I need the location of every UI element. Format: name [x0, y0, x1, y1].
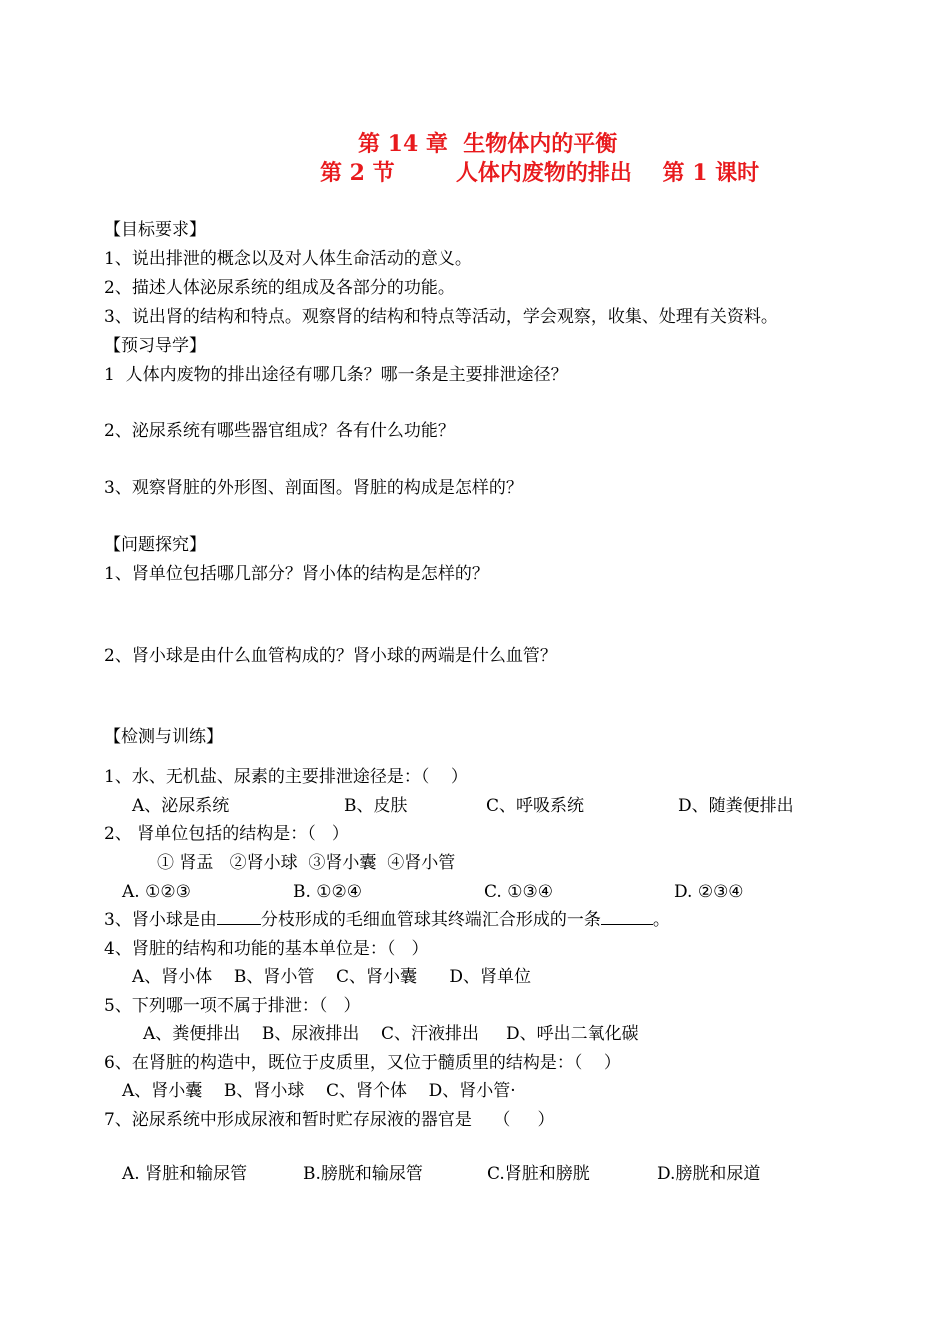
option-d: D. ②③④	[674, 882, 744, 902]
question-3	[104, 909, 670, 931]
question-4: 4、肾脏的结构和功能的基本单位是：（ ）	[104, 939, 429, 959]
goal-item: 3、说出肾的结构和特点。观察肾的结构和特点等活动，学会观察，收集、处理有关资料。	[104, 307, 778, 327]
question-6: 6、在肾脏的构造中，既位于皮质里，又位于髓质里的结构是：（ ）	[104, 1053, 621, 1073]
question-4-options: A、肾小体 B、肾小管 C、肾小囊 D、肾单位	[132, 967, 532, 987]
option-c: C、呼吸系统	[486, 796, 585, 816]
goal-item: 1、说出排泄的概念以及对人体生命活动的意义。	[104, 249, 472, 269]
explore-question: 1、肾单位包括哪几部分？肾小体的结构是怎样的？	[104, 564, 489, 584]
option-c: C. ①③④	[484, 882, 553, 902]
question-5-options: A、粪便排出 B、尿液排出 C、汗液排出 D、呼出二氧化碳	[143, 1024, 639, 1044]
question-2: 2、 肾单位包括的结构是：（ ）	[104, 824, 349, 844]
question-6-options: A、肾小囊 B、肾小球 C、肾个体 D、肾小管·	[122, 1081, 516, 1101]
option-b: B、皮肤	[344, 796, 408, 816]
preview-question: 2、泌尿系统有哪些器官组成？各有什么功能？	[104, 421, 455, 441]
test-heading: 【检测与训练】	[104, 727, 223, 747]
answer-blank[interactable]	[217, 910, 261, 925]
question-1: 1、水、无机盐、尿素的主要排泄途径是：（ ）	[104, 767, 468, 787]
preview-heading: 【预习导学】	[104, 336, 206, 356]
explore-heading: 【问题探究】	[104, 535, 206, 555]
chapter-title: 第 14 章 生物体内的平衡	[358, 131, 618, 157]
question-7: 7、泌尿系统中形成尿液和暂时贮存尿液的器官是 （ ）	[104, 1110, 555, 1130]
question-3-part: 。	[652, 910, 670, 930]
option-b: B. ①②④	[293, 882, 363, 902]
option-a: A. ①②③	[122, 882, 191, 902]
question-3-part: 分枝形成的毛细血管球其终端汇合形成的一条	[260, 910, 601, 930]
option-d: D、随粪便排出	[678, 796, 794, 816]
option-b: B.膀胱和输尿管	[303, 1164, 423, 1184]
option-a: A. 肾脏和输尿管	[122, 1164, 248, 1184]
goal-item: 2、描述人体泌尿系统的组成及各部分的功能。	[104, 278, 455, 298]
goals-heading: 【目标要求】	[104, 220, 206, 240]
section-title: 第 2 节 人体内废物的排出 第 1 课时	[320, 160, 760, 186]
option-a: A、泌尿系统	[132, 796, 230, 816]
answer-blank[interactable]	[601, 910, 653, 925]
explore-question: 2、肾小球是由什么血管构成的？肾小球的两端是什么血管？	[104, 646, 557, 666]
question-2-items: ① 肾盂 ②肾小球 ③肾小囊 ④肾小管	[157, 853, 456, 873]
preview-question: 1 人体内废物的排出途径有哪几条？哪一条是主要排泄途径？	[104, 365, 568, 385]
question-3-part: 3、肾小球是由	[104, 910, 217, 930]
question-5: 5、下列哪一项不属于排泄：（ ）	[104, 996, 361, 1016]
option-c: C.肾脏和膀胱	[487, 1164, 590, 1184]
option-d: D.膀胱和尿道	[657, 1164, 761, 1184]
preview-question: 3、观察肾脏的外形图、剖面图。肾脏的构成是怎样的？	[104, 478, 523, 498]
